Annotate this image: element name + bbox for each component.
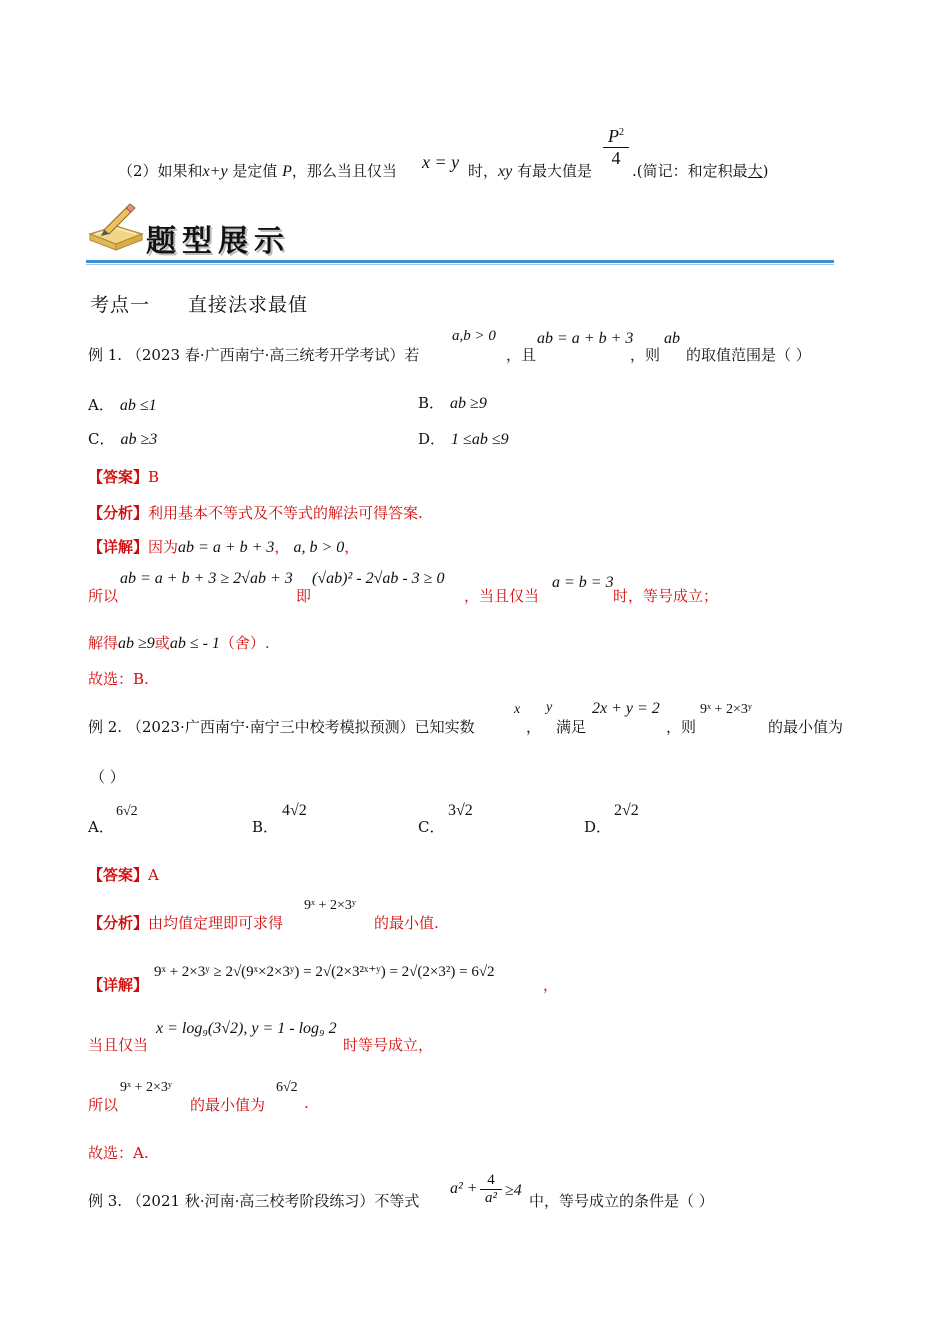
solve-text: 或 (154, 634, 170, 652)
ex1-ji: 即 (296, 587, 312, 605)
ex2-source: （2023·广西南宁·南宁三中校考模拟预测）已知实数 (126, 718, 475, 736)
ex2-satisfy: 满足 (556, 718, 587, 736)
ex1-option-c[interactable] (88, 428, 157, 449)
answer-value: B (148, 468, 160, 486)
frac-sup: 2 (619, 127, 624, 138)
rule2-underlined: 大 (747, 162, 763, 180)
ex3-expr-a: a² + (450, 1180, 478, 1197)
solve-text: （舍）. (219, 634, 270, 652)
ex2-detail-end: ， (543, 976, 559, 994)
solve-text: 解得 (88, 634, 119, 652)
rule2-text: ，那么当且仅当 (291, 162, 397, 180)
rule2-note: .(简记：和定积最 (632, 162, 748, 180)
detail-text: 因为 (148, 538, 179, 556)
detail-expr: a, b > 0 (293, 539, 345, 556)
frac-denominator: 4 (611, 148, 621, 168)
section-title: 直接法求最值 (188, 294, 309, 316)
ex1-answer (88, 466, 159, 487)
ex2-option-a-expr: 6√2 (116, 804, 138, 819)
ex2-paren: （ ） (90, 768, 125, 786)
rule2-close: ) (762, 162, 769, 180)
ex1-target: ab (664, 330, 680, 347)
ex1-cond2: ab = a + b + 3 (537, 330, 634, 347)
ex1-then: ，则 (630, 346, 661, 364)
ex2-question (88, 716, 475, 737)
ex2-option-b[interactable] (252, 816, 278, 837)
option-letter: D． (418, 430, 446, 448)
ex2-detail-label (88, 974, 148, 995)
ex1-when-expr: a = b = 3 (552, 574, 614, 591)
ex1-label: 例 1. (88, 346, 123, 364)
ex2-answer (88, 864, 159, 885)
answer-label: 【答案】 (88, 468, 149, 486)
banner-title: 题型展示 (146, 224, 290, 259)
ex1-option-b[interactable] (418, 392, 487, 413)
ex2-option-b-expr: 4√2 (282, 802, 307, 819)
option-letter: D． (584, 818, 612, 836)
rule2-xy: xy (498, 163, 513, 180)
detail-label: 【详解】 (88, 976, 149, 994)
option-letter: B． (418, 394, 445, 412)
rule2-p: P (282, 163, 292, 180)
rule2-text: 时， (468, 162, 499, 180)
analysis-label: 【分析】 (88, 504, 149, 522)
option-letter: C． (88, 430, 115, 448)
ex2-option-d[interactable] (584, 816, 611, 837)
ex3-fraction (480, 1172, 502, 1207)
option-expr: 1 ≤ab ≤9 (451, 431, 509, 448)
analysis-text: 利用基本不等式及不等式的解法可得答案. (148, 504, 423, 522)
ex1-analysis (88, 502, 423, 523)
ex2-when-expr: x = log₉(3√2), y = 1 - log₉ 2 (156, 1020, 337, 1037)
detail-label: 【详解】 (88, 538, 149, 556)
ex2-so: 所以 (88, 1096, 119, 1114)
ex2-analysis (88, 912, 283, 933)
ex3-question (88, 1190, 419, 1211)
ex2-option-c-expr: 3√2 (448, 802, 473, 819)
ex2-x: x (514, 702, 521, 717)
analysis-label: 【分析】 (88, 914, 149, 932)
analysis-text: 由均值定理即可求得 (148, 914, 284, 932)
ex2-so-expr: 9ˣ + 2×3ʸ (120, 1080, 172, 1095)
ex2-eq-holds: 时等号成立， (343, 1036, 434, 1054)
frac-denominator: a² (485, 1190, 497, 1206)
option-expr: ab ≤1 (119, 397, 157, 414)
ex3-source: （2021 秋·河南·高三校考阶段练习）不等式 (126, 1192, 420, 1210)
rule2-line-b (468, 160, 592, 181)
rule2-sum: x+y (202, 163, 228, 180)
ex1-option-a[interactable] (88, 394, 157, 415)
ex3-expr-b: ≥4 (505, 1182, 522, 1199)
option-expr: ab ≥3 (120, 431, 158, 448)
detail-text: ， (344, 538, 360, 556)
ex1-detail (88, 536, 359, 557)
solve-expr: ab ≥9 (118, 635, 155, 652)
ex2-label: 例 2. (88, 718, 123, 736)
detail-text: ， (274, 538, 290, 556)
option-letter: A． (88, 818, 114, 836)
banner-divider-thin (86, 264, 834, 265)
option-letter: B． (252, 818, 279, 836)
ex2-so-mid: 的最小值为 (190, 1096, 266, 1114)
frac-numerator: 4 (487, 1172, 495, 1188)
ex2-option-d-expr: 2√2 (614, 802, 639, 819)
ex2-ask: 的最小值为 (768, 718, 844, 736)
ex2-y: y (546, 700, 553, 715)
rule2-line-c (632, 160, 769, 181)
ex2-analysis-expr: 9ˣ + 2×3ʸ (304, 898, 356, 913)
ex1-ask: 的取值范围是（ ） (686, 346, 811, 364)
section-number: 考点一 (90, 294, 151, 316)
option-letter: C． (418, 818, 445, 836)
ex2-option-c[interactable] (418, 816, 444, 837)
rule2-cond: x = y (422, 152, 460, 172)
ex1-solve (88, 632, 270, 653)
rule2-prefix: （2）如果和 (118, 162, 203, 180)
ex2-target: 9ˣ + 2×3ʸ (700, 702, 752, 717)
rule2-fraction (603, 126, 629, 169)
ex1-choose: 故选：B. (88, 670, 149, 688)
ex2-choose: 故选：A. (88, 1144, 149, 1162)
ex1-so: 所以 (88, 587, 119, 605)
frac-p: P (608, 126, 619, 146)
ex2-when: 当且仅当 (88, 1036, 149, 1054)
option-letter: A． (88, 396, 114, 414)
ex1-source: （2023 春·广西南宁·高三统考开学考试）若 (126, 346, 420, 364)
option-expr: ab ≥9 (450, 395, 487, 412)
ex2-cond: 2x + y = 2 (592, 700, 660, 717)
rule2-text: 是定值 (227, 162, 283, 180)
ex2-so-val: 6√2 (276, 1080, 298, 1095)
ex1-cond1: a,b > 0 (452, 328, 496, 344)
ex3-ask: 中，等号成立的条件是（ ） (529, 1192, 714, 1210)
ex2-detail-expr: 9ˣ + 2×3ʸ ≥ 2√(9ˣ×2×3ʸ) = 2√(2×3²ˣ⁺ʸ) = 2√(2×3²) = 6√2 (154, 964, 495, 980)
ex1-and: ，且 (506, 346, 537, 364)
ex1-ji-expr: (√ab)² - 2√ab - 3 ≥ 0 (312, 570, 445, 587)
ex1-question (88, 344, 419, 365)
ex2-comma: ， (526, 718, 542, 736)
ex2-so-end: . (304, 1094, 309, 1112)
solve-expr: ab ≤ - 1 (169, 635, 220, 652)
detail-expr: ab = a + b + 3 (178, 539, 275, 556)
frac-numerator (603, 126, 629, 147)
ex1-eq-holds: 时，等号成立； (613, 587, 719, 605)
book-pencil-icon (86, 200, 146, 254)
rule2-text: 有最大值是 (512, 162, 592, 180)
ex2-analysis-post: 的最小值. (374, 914, 439, 932)
ex2-then: ，则 (666, 718, 697, 736)
banner-divider (86, 260, 834, 263)
ex1-so-expr: ab = a + b + 3 ≥ 2√ab + 3 (120, 570, 293, 587)
ex2-option-a[interactable] (88, 816, 114, 837)
ex1-when: ，当且仅当 (464, 587, 540, 605)
answer-value: A (148, 866, 159, 884)
answer-label: 【答案】 (88, 866, 149, 884)
rule2-line (118, 160, 397, 181)
ex1-option-d[interactable] (418, 428, 509, 449)
ex3-label: 例 3. (88, 1192, 123, 1210)
